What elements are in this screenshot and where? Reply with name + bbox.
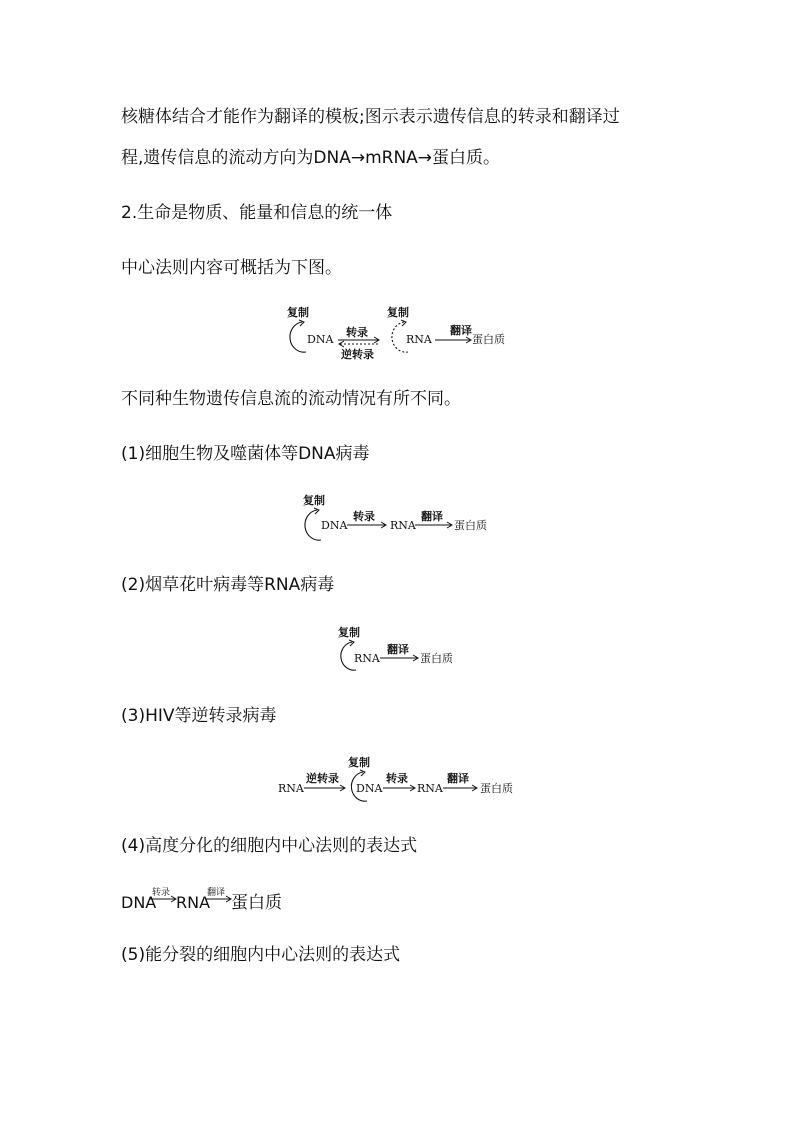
rna-term: RNA (406, 333, 432, 346)
case-4-expression (121, 884, 301, 918)
dna-replication-loop (290, 322, 306, 352)
paragraph-line-2: 程,遗传信息的流动方向为DNA→mRNA→蛋白质。 (121, 148, 501, 168)
rna-term: RNA (176, 893, 211, 912)
dna-replication-loop (305, 510, 321, 540)
rna-replication-label: 复制 (387, 306, 409, 319)
translation-label: 翻译 (387, 643, 409, 656)
dna-term: DNA (121, 893, 157, 912)
flow-difference-text: 不同种生物遗传信息流的流动情况有所不同。 (121, 389, 461, 409)
central-dogma-intro: 中心法则内容可概括为下图。 (121, 258, 342, 278)
protein-term: 蛋白质 (454, 519, 487, 532)
case-5-heading: (5)能分裂的细胞内中心法则的表达式 (121, 945, 401, 965)
reverse-transcription-label: 逆转录 (341, 348, 374, 361)
transcription-label: 转录 (386, 772, 408, 785)
protein-term: 蛋白质 (480, 782, 513, 795)
paragraph-line-1: 核糖体结合才能作为翻译的模板;图示表示遗传信息的转录和翻译过 (121, 107, 620, 127)
transcription-label: 转录 (353, 510, 375, 523)
case-1-diagram (295, 488, 505, 548)
translation-label: 翻译 (450, 324, 472, 337)
rna-term-start: RNA (278, 782, 304, 795)
replication-label: 复制 (338, 626, 360, 639)
case-3-heading: (3)HIV等逆转录病毒 (121, 706, 277, 726)
dna-term: DNA (356, 782, 383, 795)
protein-term: 蛋白质 (472, 333, 505, 346)
replication-label: 复制 (303, 494, 325, 507)
central-dogma-diagram (280, 300, 520, 364)
protein-term: 蛋白质 (231, 893, 282, 913)
replication-label: 复制 (287, 306, 309, 319)
dna-term: DNA (307, 333, 334, 346)
translation-label: 翻译 (421, 510, 443, 523)
section-heading-2: 2.生命是物质、能量和信息的统一体 (121, 203, 393, 223)
rna-term: RNA (390, 519, 416, 532)
case-4-heading: (4)高度分化的细胞内中心法则的表达式 (121, 836, 418, 856)
translation-label: 翻译 (207, 888, 226, 898)
case-2-diagram (330, 620, 470, 678)
case-2-heading: (2)烟草花叶病毒等RNA病毒 (121, 575, 335, 595)
rna-loop-arrowhead (401, 320, 406, 326)
transcription-label: 转录 (346, 326, 368, 339)
replication-label: 复制 (348, 756, 370, 769)
dna-term: DNA (321, 519, 348, 532)
protein-term: 蛋白质 (420, 652, 453, 665)
transcription-label: 转录 (152, 888, 171, 898)
case-3-diagram (275, 752, 525, 808)
rna-term: RNA (417, 782, 443, 795)
case-1-heading: (1)细胞生物及噬菌体等DNA病毒 (121, 444, 370, 464)
reverse-transcription-label: 逆转录 (306, 772, 339, 785)
rna-term: RNA (354, 652, 380, 665)
translation-label: 翻译 (447, 772, 469, 785)
